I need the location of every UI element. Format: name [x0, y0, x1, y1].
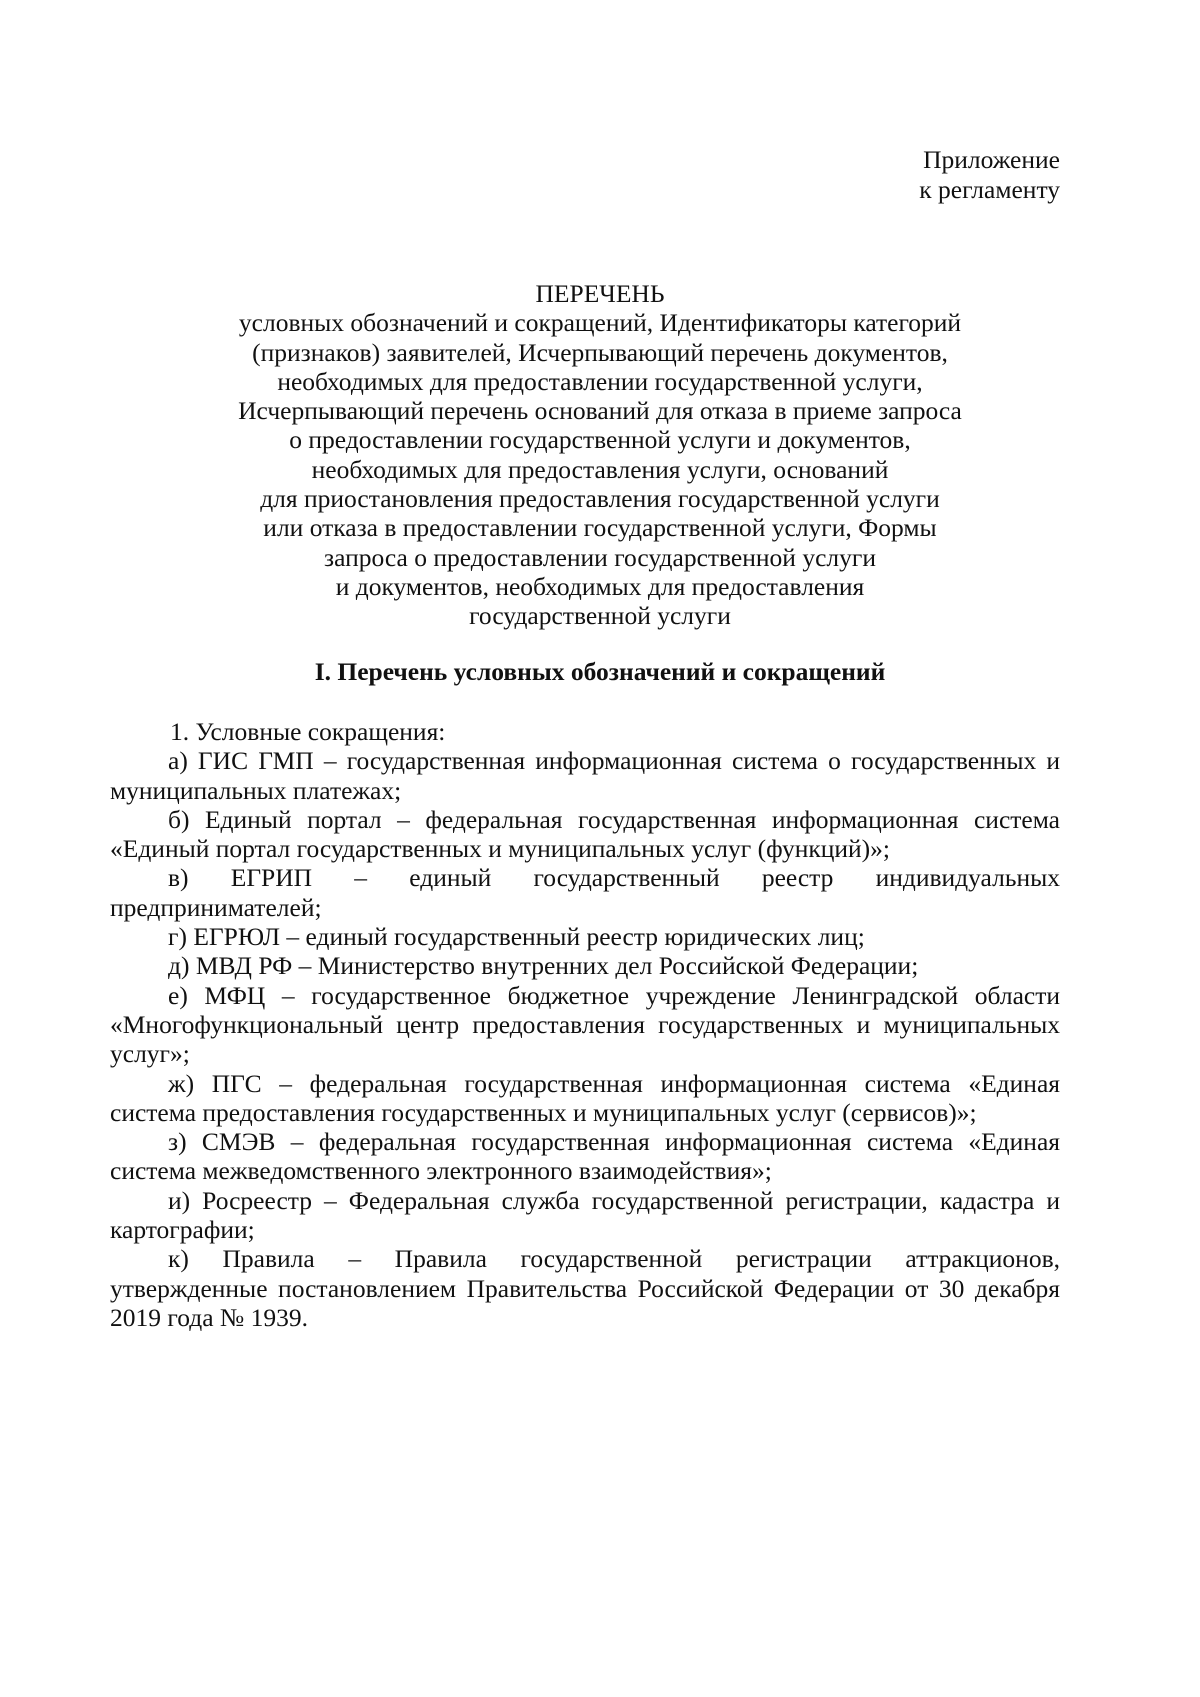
appendix-line-1: Приложение [923, 145, 1060, 174]
title-line: о предоставлении государственной услуги и документов, [289, 425, 911, 455]
appendix-note [919, 145, 1060, 205]
section-heading: I. Перечень условных обозначений и сокращений [314, 657, 886, 686]
title-line: запроса о предоставлении государственной услуги [324, 542, 876, 572]
list-item: и) Росреестр – Федеральная служба государственной регистрации, кадастра и картографии; [110, 1185, 1060, 1245]
list-item: з) СМЭВ – федеральная государственная информационная система «Единая система межведомственного электронного взаимодействия»; [110, 1127, 1060, 1186]
list-item: ж) ПГС – федеральная государственная информационная система «Единая система предоставления государственных и муниципальных услуг (сервисов)»; [110, 1068, 1060, 1127]
title-line: (признаков) заявителей, Исчерпывающий перечень документов, [252, 337, 948, 367]
title-line: или отказа в предоставлении государственной услуги, Формы [263, 513, 937, 543]
list-item: а) ГИС ГМП – государственная информационная система о государственных и муниципальных платежах; [110, 746, 1060, 805]
title-line: необходимых для предоставлении государственной услуги, [277, 366, 923, 396]
list-item: в) ЕГРИП – единый государственный реестр индивидуальных предпринимателей; [110, 863, 1060, 922]
list-item: б) Единый портал – федеральная государственная информационная система «Единый портал государственных и муниципальных услуг (функций)»; [110, 804, 1060, 864]
title-line: государственной услуги [469, 601, 731, 631]
list-intro: 1. Условные сокращения: [170, 717, 446, 746]
list-item: г) ЕГРЮЛ – единый государственный реестр юридических лиц; [168, 922, 865, 952]
title-line: необходимых для предоставления услуги, оснований [311, 454, 889, 484]
document-title [140, 279, 1060, 631]
appendix-line-2: к регламенту [919, 175, 1060, 204]
list-item: к) Правила – Правила государственной регистрации аттракционов, утвержденные постановлением Правительства Российской Федерации от 30 декабря 2019 года № 1939. [110, 1244, 1060, 1332]
title-line: условных обозначений и сокращений, Идентификаторы категорий [238, 308, 962, 338]
title-line: для приостановления предоставления государственной услуги [260, 484, 940, 514]
title-heading: ПЕРЕЧЕНЬ [535, 279, 665, 308]
title-line: Исчерпывающий перечень оснований для отказа в приеме запроса [238, 396, 962, 426]
abbreviations-list [110, 717, 1060, 1332]
list-item: д) МВД РФ – Министерство внутренних дел Российской Федерации; [168, 951, 919, 981]
title-line: и документов, необходимых для предоставления [335, 571, 865, 601]
list-item: е) МФЦ – государственное бюджетное учреждение Ленинградской области «Многофункциональный центр предоставления государственных и муниципальных услуг»; [110, 980, 1060, 1069]
